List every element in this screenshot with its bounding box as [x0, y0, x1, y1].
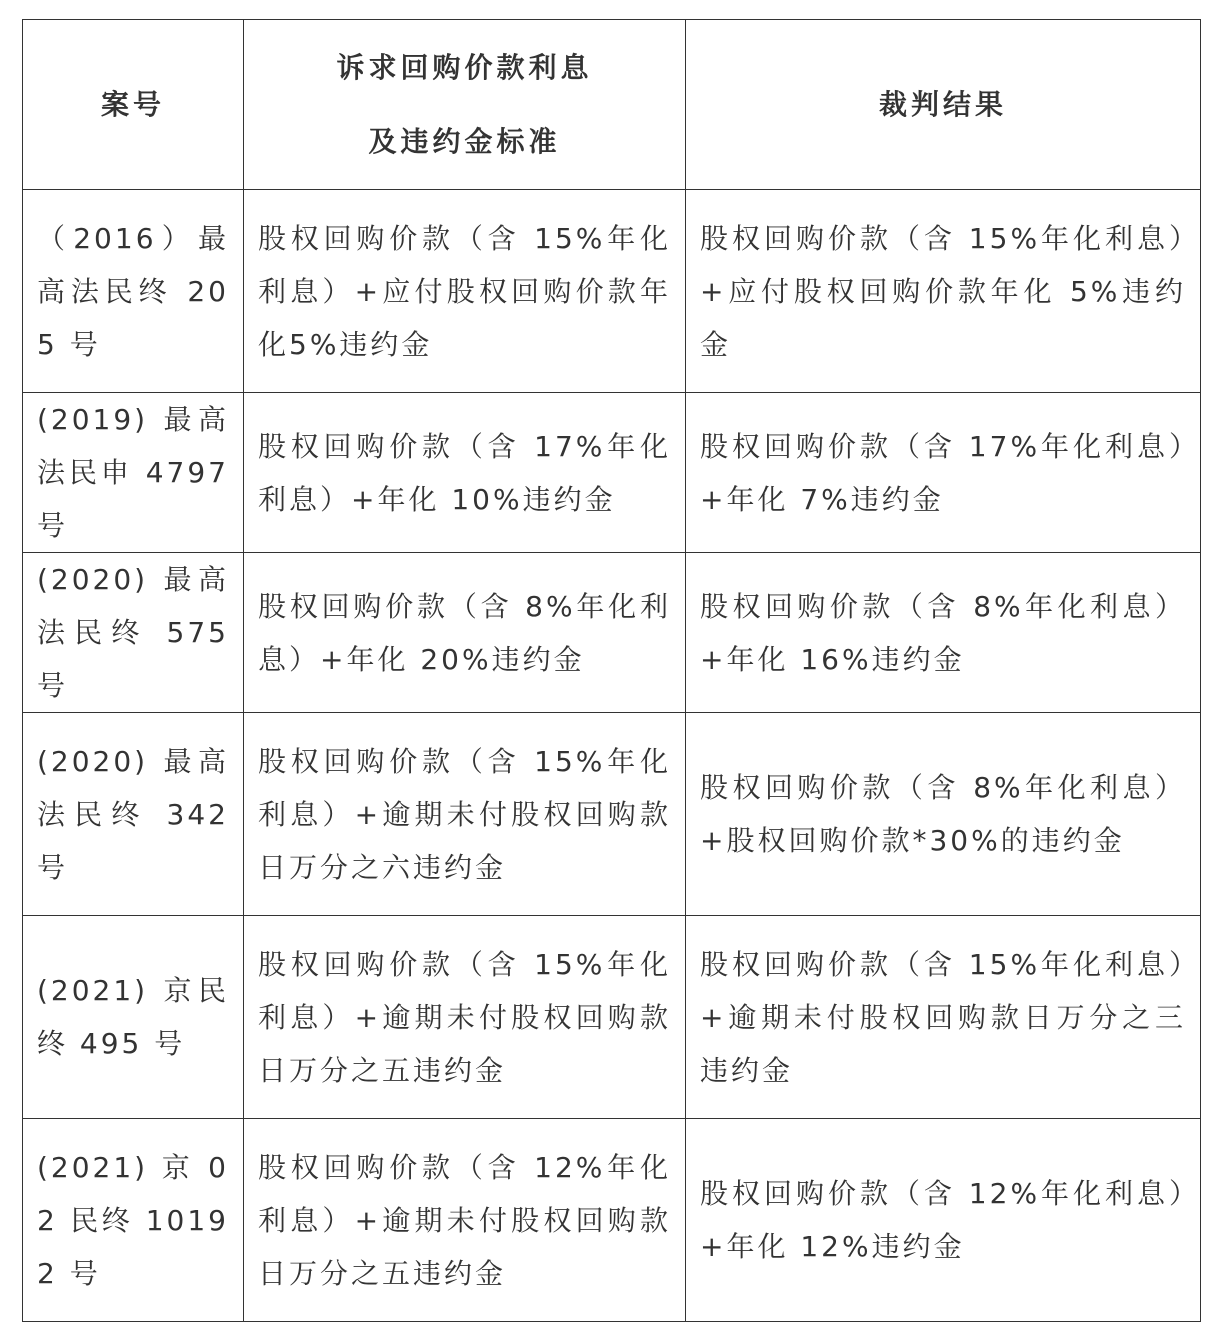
claim-cell: 股权回购价款（含 17%年化利息）+年化 10%违约金: [244, 393, 686, 553]
claim-cell: 股权回购价款（含 12%年化利息）+逾期未付股权回购款日万分之五违约金: [244, 1119, 686, 1322]
table-row: [23, 713, 1201, 916]
case-number-cell: (2021) 京 02 民终 10192 号: [23, 1119, 244, 1322]
case-number-cell: (2020) 最高法民终 575 号: [23, 553, 244, 713]
claim-cell: 股权回购价款（含 15%年化利息）+逾期未付股权回购款日万分之六违约金: [244, 713, 686, 916]
header-claim-line1: 诉求回购价款利息: [336, 50, 593, 84]
case-number-cell: （2016）最高法民终 205 号: [23, 190, 244, 393]
header-claim-line2: 及违约金标准: [368, 124, 561, 158]
case-comparison-table: [22, 19, 1201, 1322]
result-cell: 股权回购价款（含 8%年化利息）+年化 16%违约金: [686, 553, 1201, 713]
result-cell: 股权回购价款（含 12%年化利息）+年化 12%违约金: [686, 1119, 1201, 1322]
claim-cell: 股权回购价款（含 8%年化利息）+年化 20%违约金: [244, 553, 686, 713]
case-number-cell: (2021) 京民终 495 号: [23, 916, 244, 1119]
result-cell: 股权回购价款（含 15%年化利息）+逾期未付股权回购款日万分之三违约金: [686, 916, 1201, 1119]
header-row: [23, 20, 1201, 190]
table-row: [23, 393, 1201, 553]
claim-cell: 股权回购价款（含 15%年化利息）+逾期未付股权回购款日万分之五违约金: [244, 916, 686, 1119]
table-row: [23, 190, 1201, 393]
case-number-cell: (2019) 最高法民申 4797 号: [23, 393, 244, 553]
header-judgment-result: 裁判结果: [686, 20, 1201, 190]
result-cell: 股权回购价款（含 8%年化利息）+股权回购价款*30%的违约金: [686, 713, 1201, 916]
claim-cell: 股权回购价款（含 15%年化利息）+应付股权回购价款年化5%违约金: [244, 190, 686, 393]
header-case-no: 案号: [23, 20, 244, 190]
result-cell: 股权回购价款（含 17%年化利息）+年化 7%违约金: [686, 393, 1201, 553]
result-cell: 股权回购价款（含 15%年化利息）+应付股权回购价款年化 5%违约金: [686, 190, 1201, 393]
table-row: [23, 553, 1201, 713]
table-row: [23, 1119, 1201, 1322]
case-number-cell: (2020) 最高法民终 342 号: [23, 713, 244, 916]
header-claim-standard: [244, 20, 686, 190]
table-row: [23, 916, 1201, 1119]
